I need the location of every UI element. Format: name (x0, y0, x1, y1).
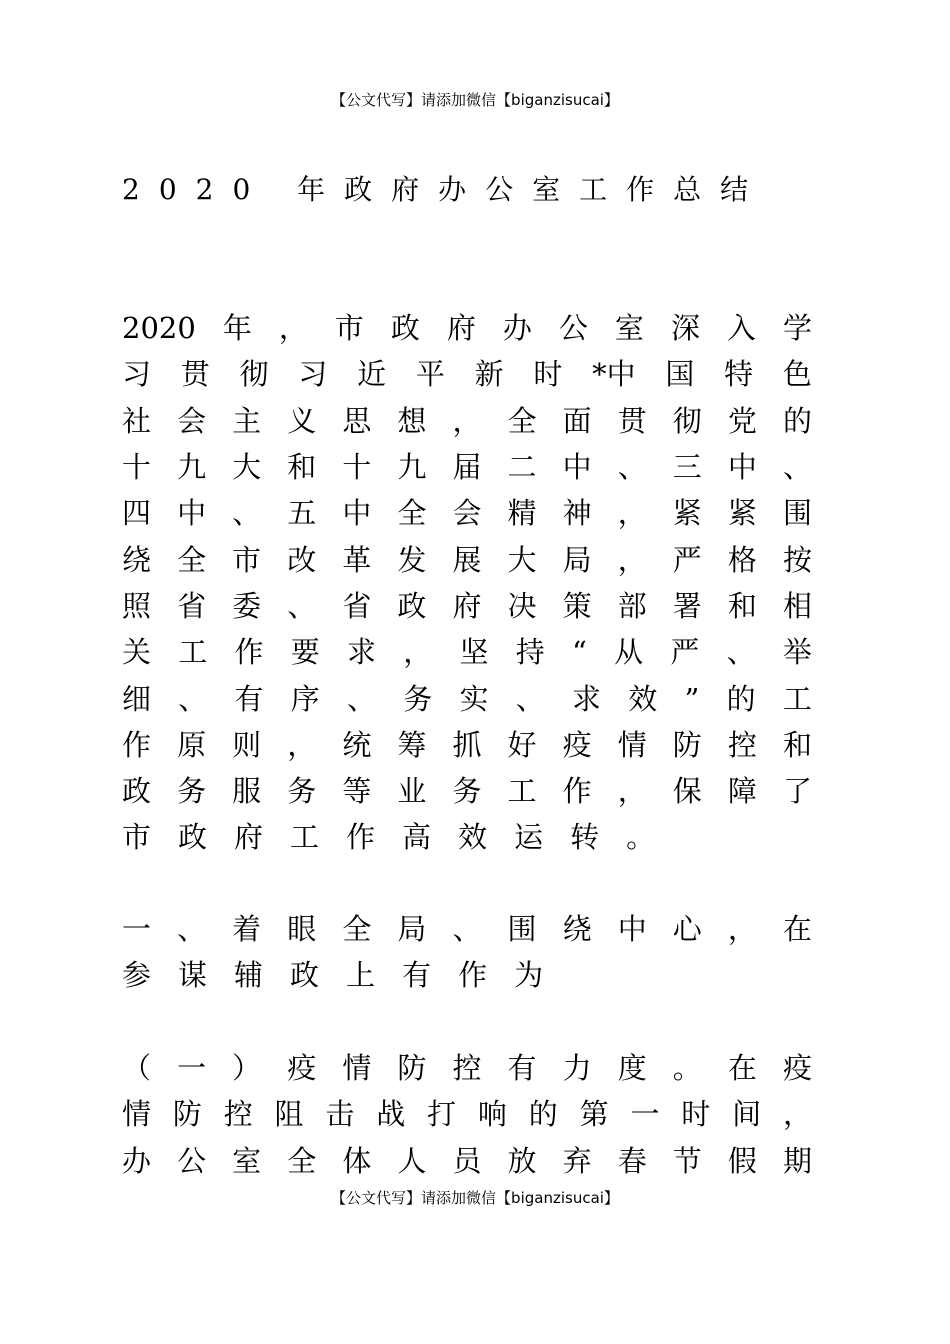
text-line: 办 公 室 全 体 人 员 放 弃 春 节 假 期 (122, 1143, 812, 1178)
text-line: 四 中 、 五 中 全 会 精 神 ， 紧 紧 围 (122, 496, 812, 531)
text-line: 市 政 府 工 作 高 效 运 转 。 (122, 820, 656, 855)
text-line: 一 、 着 眼 全 局 、 围 绕 中 心 ， 在 (122, 912, 812, 947)
text-line: 作 原 则 ， 统 筹 抓 好 疫 情 防 控 和 (122, 727, 812, 762)
text-line: 照 省 委 、 省 政 府 决 策 部 署 和 相 (122, 588, 812, 623)
text-line: 关 工 作 要 求 ， 坚 持 “ 从 严 、 举 (122, 635, 812, 670)
text-line: 政 务 服 务 等 业 务 工 作 ， 保 障 了 (122, 774, 812, 809)
text-line: 情 防 控 阻 击 战 打 响 的 第 一 时 间 ， (122, 1097, 812, 1132)
text-line: 参 谋 辅 政 上 有 作 为 (122, 958, 544, 993)
text-line: 社 会 主 义 思 想 ， 全 面 贯 彻 党 的 (122, 403, 812, 438)
header-note: 【公文代写】请添加微信【biganzisucai】 (331, 91, 619, 109)
text-line: 细 、 有 序 、 务 实 、 求 效 ” 的 工 (122, 681, 812, 716)
text-line: 习 贯 彻 习 近 平 新 时 *中 国 特 色 (122, 357, 812, 392)
paragraph-intro (122, 305, 812, 861)
text-line: 十 九 大 和 十 九 届 二 中 、 三 中 、 (122, 450, 812, 485)
text-line: 2020 年 ， 市 政 府 办 公 室 深 入 学 (122, 311, 812, 346)
footer-note: 【公文代写】请添加微信【biganzisucai】 (331, 1189, 619, 1207)
document-title: 2020 年政府办公室工作总结 (122, 173, 768, 206)
paragraph-epidemic-control (122, 1045, 812, 1184)
section-heading-1 (122, 906, 812, 999)
text-line: （ 一 ） 疫 情 防 控 有 力 度 。 在 疫 (122, 1051, 812, 1086)
text-line: 绕 全 市 改 革 发 展 大 局 ， 严 格 按 (122, 542, 812, 577)
